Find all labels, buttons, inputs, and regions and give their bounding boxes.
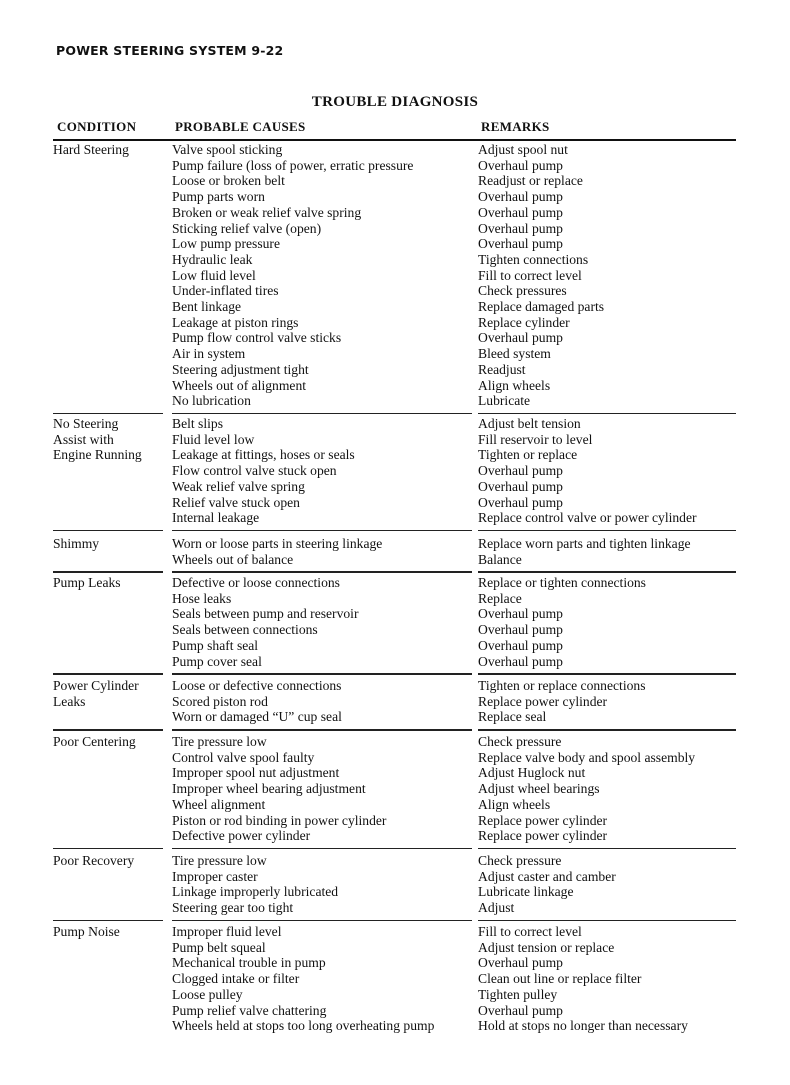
remark-item: Overhaul pump — [478, 1002, 563, 1018]
cause-item: Wheels held at stops too long overheating pump — [172, 1018, 435, 1034]
remarks-list — [478, 678, 778, 725]
cause-item: Low pump pressure — [172, 236, 280, 252]
remark-item: Overhaul pump — [478, 637, 563, 653]
cause-item: Loose or broken belt — [172, 173, 285, 189]
section-divider — [53, 530, 163, 532]
remark-item: Overhaul pump — [478, 463, 563, 479]
remark-item: Adjust caster and camber — [478, 868, 616, 884]
cause-item: Improper fluid level — [172, 924, 282, 939]
cause-item: Scored piston rod — [172, 693, 268, 709]
remark-item: Bleed system — [478, 346, 551, 362]
remark-item: Replace cylinder — [478, 314, 570, 330]
cause-item: Wheels out of balance — [172, 551, 294, 567]
cause-item: Piston or rod binding in power cylinder — [172, 812, 387, 828]
cause-item: Belt slips — [172, 416, 223, 431]
remark-item: Replace valve body and spool assembly — [478, 749, 696, 765]
remarks-list — [478, 734, 778, 844]
remark-item: Adjust tension or replace — [478, 939, 615, 955]
remark-item: Replace worn parts and tighten linkage — [478, 536, 691, 551]
remark-item: Check pressure — [478, 734, 562, 749]
remark-item: Clean out line or replace filter — [478, 971, 642, 987]
remark-item: Overhaul pump — [478, 494, 563, 510]
remark-item: Replace — [478, 590, 522, 606]
cause-item: Worn or loose parts in steering linkage — [172, 536, 383, 551]
cause-item: Control valve spool faulty — [172, 749, 315, 765]
remark-item: Replace power cylinder — [478, 828, 608, 844]
remark-item: Adjust — [478, 900, 515, 916]
remark-item: Overhaul pump — [478, 606, 563, 622]
section-divider — [478, 571, 736, 573]
probable-causes-list — [172, 142, 477, 409]
cause-item: Loose pulley — [172, 986, 243, 1002]
remark-item: Check pressure — [478, 853, 562, 868]
section-divider — [53, 920, 163, 922]
condition-label: Poor Centering — [53, 734, 136, 749]
probable-causes-list — [172, 536, 477, 567]
section-divider — [478, 413, 736, 415]
cause-item: Bent linkage — [172, 299, 242, 315]
remark-item: Tighten or replace connections — [478, 678, 646, 693]
remark-item: Tighten or replace — [478, 447, 578, 463]
remark-item: Overhaul pump — [478, 330, 563, 346]
probable-causes-list — [172, 416, 477, 526]
probable-causes-list — [172, 853, 477, 916]
remarks-list — [478, 853, 778, 916]
cause-item: Air in system — [172, 346, 246, 362]
cause-item: Linkage improperly lubricated — [172, 884, 339, 900]
remark-item: Overhaul pump — [478, 236, 563, 252]
cause-item: Sticking relief valve (open) — [172, 220, 322, 236]
cause-item: Weak relief valve spring — [172, 478, 305, 494]
cause-item: Fluid level low — [172, 431, 255, 447]
remark-item: Lubricate — [478, 393, 531, 409]
cause-item: Seals between pump and reservoir — [172, 606, 359, 622]
column-header-remarks: REMARKS — [481, 119, 550, 134]
cause-item: Steering gear too tight — [172, 900, 294, 916]
cause-item: Leakage at fittings, hoses or seals — [172, 447, 355, 463]
condition-label: Shimmy — [53, 536, 100, 551]
remark-item: Check pressures — [478, 283, 567, 299]
remark-item: Overhaul pump — [478, 622, 563, 638]
probable-causes-list — [172, 924, 477, 1034]
remark-item: Overhaul pump — [478, 189, 563, 205]
section-divider — [172, 571, 472, 573]
remark-item: Overhaul pump — [478, 478, 563, 494]
remark-item: Replace control valve or power cylinder — [478, 510, 697, 526]
cause-item: Pump shaft seal — [172, 637, 259, 653]
cause-item: Clogged intake or filter — [172, 971, 300, 987]
cause-item: Seals between connections — [172, 622, 318, 638]
cause-item: Improper wheel bearing adjustment — [172, 781, 366, 797]
remark-item: Replace power cylinder — [478, 812, 608, 828]
remarks-list — [478, 142, 778, 409]
section-divider — [53, 729, 163, 731]
cause-item: Wheel alignment — [172, 796, 266, 812]
cause-item: Tire pressure low — [172, 853, 267, 868]
remarks-list — [478, 536, 778, 567]
document-title: TROUBLE DIAGNOSIS — [311, 94, 479, 110]
section-divider — [172, 848, 472, 850]
cause-item: Low fluid level — [172, 267, 256, 283]
cause-item: Improper caster — [172, 868, 258, 884]
cause-item: No lubrication — [172, 393, 251, 409]
header-rule — [53, 139, 736, 141]
column-header-probable-causes: PROBABLE CAUSES — [175, 119, 306, 134]
cause-item: Broken or weak relief valve spring — [172, 204, 362, 220]
remark-item: Readjust or replace — [478, 173, 583, 189]
section-divider — [478, 920, 736, 922]
remark-item: Replace seal — [478, 709, 547, 725]
section-divider — [478, 673, 736, 675]
cause-item: Pump belt squeal — [172, 939, 266, 955]
cause-item: Improper spool nut adjustment — [172, 765, 340, 781]
remark-item: Adjust spool nut — [478, 142, 568, 157]
cause-item: Wheels out of alignment — [172, 377, 307, 393]
column-header-condition: CONDITION — [57, 119, 137, 134]
remark-item: Fill to correct level — [478, 924, 582, 939]
remark-item: Align wheels — [478, 377, 551, 393]
cause-item: Defective or loose connections — [172, 575, 340, 590]
remark-item: Hold at stops no longer than necessary — [478, 1018, 688, 1034]
condition-label: Pump Leaks — [53, 575, 121, 590]
remarks-list — [478, 924, 778, 1034]
section-divider — [478, 848, 736, 850]
remark-item: Replace power cylinder — [478, 693, 608, 709]
remark-item: Fill to correct level — [478, 267, 582, 283]
remark-item: Replace damaged parts — [478, 299, 605, 315]
probable-causes-list — [172, 734, 477, 844]
remark-item: Readjust — [478, 361, 526, 377]
cause-item: Steering adjustment tight — [172, 361, 309, 377]
condition-label: Hard Steering — [53, 142, 129, 157]
remark-item: Overhaul pump — [478, 955, 563, 971]
remark-item: Lubricate linkage — [478, 884, 574, 900]
remark-item: Overhaul pump — [478, 653, 563, 669]
remark-item: Fill reservoir to level — [478, 431, 593, 447]
cause-item: Pump failure (loss of power, erratic pressure — [172, 157, 414, 173]
cause-item: Worn or damaged “U” cup seal — [172, 709, 342, 725]
cause-item: Defective power cylinder — [172, 828, 311, 844]
remark-item: Adjust wheel bearings — [478, 781, 600, 797]
probable-causes-list — [172, 575, 477, 669]
remark-item: Tighten pulley — [478, 986, 558, 1002]
remark-item: Overhaul pump — [478, 220, 563, 236]
remark-item: Balance — [478, 551, 522, 567]
remark-item: Replace or tighten connections — [478, 575, 646, 590]
remark-item: Overhaul pump — [478, 157, 563, 173]
cause-item: Mechanical trouble in pump — [172, 955, 326, 971]
section-divider — [53, 848, 163, 850]
cause-item: Valve spool sticking — [172, 142, 283, 157]
section-divider — [172, 920, 472, 922]
cause-item: Pump parts worn — [172, 189, 265, 205]
section-divider — [172, 530, 472, 532]
section-divider — [478, 729, 736, 731]
section-divider — [478, 530, 736, 532]
remark-item: Adjust belt tension — [478, 416, 581, 431]
cause-item: Tire pressure low — [172, 734, 267, 749]
cause-item: Hydraulic leak — [172, 251, 253, 267]
page-header: POWER STEERING SYSTEM 9-22 — [56, 43, 284, 58]
section-divider — [53, 673, 163, 675]
cause-item: Relief valve stuck open — [172, 494, 300, 510]
condition-label: Pump Noise — [53, 924, 120, 939]
section-divider — [172, 413, 472, 415]
remark-item: Tighten connections — [478, 251, 589, 267]
remarks-list — [478, 575, 778, 669]
cause-item: Pump flow control valve sticks — [172, 330, 342, 346]
section-divider — [172, 673, 472, 675]
condition-label: No Steering Assist with Engine Running — [53, 416, 142, 463]
cause-item: Loose or defective connections — [172, 678, 342, 693]
cause-item: Internal leakage — [172, 510, 260, 526]
remarks-list — [478, 416, 778, 526]
section-divider — [172, 729, 472, 731]
cause-item: Under-inflated tires — [172, 283, 279, 299]
cause-item: Hose leaks — [172, 590, 232, 606]
cause-item: Flow control valve stuck open — [172, 463, 337, 479]
section-divider — [53, 413, 163, 415]
section-divider — [53, 571, 163, 573]
remark-item: Overhaul pump — [478, 204, 563, 220]
probable-causes-list — [172, 678, 477, 725]
remark-item: Adjust Huglock nut — [478, 765, 586, 781]
condition-label: Poor Recovery — [53, 853, 135, 868]
cause-item: Leakage at piston rings — [172, 314, 299, 330]
cause-item: Pump cover seal — [172, 653, 262, 669]
cause-item: Pump relief valve chattering — [172, 1002, 327, 1018]
condition-label: Power Cylinder Leaks — [53, 678, 139, 709]
remark-item: Align wheels — [478, 796, 551, 812]
